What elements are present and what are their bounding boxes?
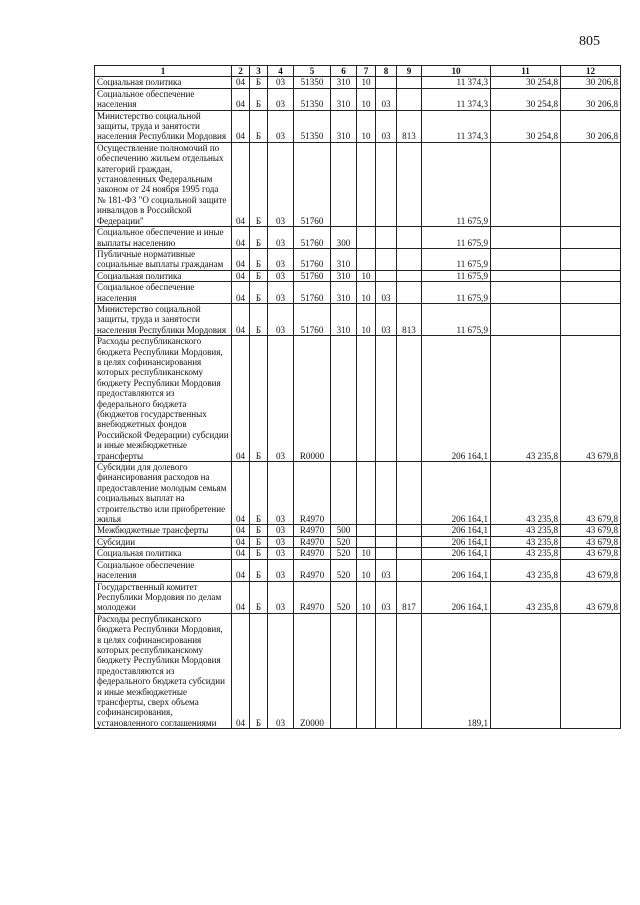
amount-col-11: 43 235,8 (491, 462, 561, 525)
amount-col-12 (561, 248, 621, 270)
section: 10 (357, 270, 376, 281)
code-3: Б (250, 88, 268, 110)
amount-col-11: 30 254,8 (491, 77, 561, 88)
code-3: Б (250, 248, 268, 270)
amount-col-12 (561, 303, 621, 335)
expense-type (331, 613, 357, 728)
code-2: 04 (232, 88, 250, 110)
target-article: R4970 (294, 581, 331, 613)
ministry-code (397, 88, 422, 110)
target-article: 51760 (294, 303, 331, 335)
code-4: 03 (268, 613, 294, 728)
table-row (95, 303, 621, 335)
code-4: 03 (268, 88, 294, 110)
ministry-code (397, 142, 422, 226)
target-article: 51760 (294, 142, 331, 226)
amount-col-10: 11 675,9 (422, 303, 491, 335)
subsection (376, 548, 397, 559)
subsection (376, 336, 397, 462)
column-header: 10 (422, 66, 491, 77)
code-3: Б (250, 270, 268, 281)
amount-col-11 (491, 303, 561, 335)
amount-col-10: 206 164,1 (422, 525, 491, 536)
code-3: Б (250, 613, 268, 728)
section (357, 248, 376, 270)
row-name: Социальное обеспечение населения (95, 88, 232, 110)
amount-col-10: 206 164,1 (422, 336, 491, 462)
code-2: 04 (232, 613, 250, 728)
amount-col-11: 43 235,8 (491, 548, 561, 559)
subsection: 03 (376, 88, 397, 110)
code-4: 03 (268, 462, 294, 525)
target-article: 51350 (294, 110, 331, 142)
expense-type: 310 (331, 303, 357, 335)
ministry-code (397, 548, 422, 559)
ministry-code (397, 525, 422, 536)
table-row (95, 613, 621, 728)
amount-col-12: 30 206,8 (561, 110, 621, 142)
code-3: Б (250, 559, 268, 581)
ministry-code (397, 336, 422, 462)
table-row (95, 559, 621, 581)
code-3: Б (250, 462, 268, 525)
amount-col-11 (491, 248, 561, 270)
amount-col-11: 43 235,8 (491, 559, 561, 581)
code-4: 03 (268, 525, 294, 536)
code-4: 03 (268, 336, 294, 462)
expense-type: 500 (331, 525, 357, 536)
page-number: 805 (579, 34, 600, 49)
column-header: 1 (95, 66, 232, 77)
subsection: 03 (376, 282, 397, 304)
subsection (376, 227, 397, 249)
subsection (376, 536, 397, 547)
target-article: R4970 (294, 548, 331, 559)
table-row (95, 110, 621, 142)
expense-type (331, 142, 357, 226)
row-name: Расходы республиканского бюджета Республики Мордовия, в целях софинансирования которых республиканскому бюджету Республики Мордовия предоставляются из федерального бюджета (бюджетов государственных внебюджетных фондов Российской Федерации) субсидии и иные межбюджетные трансферты (95, 336, 232, 462)
code-3: Б (250, 536, 268, 547)
section (357, 525, 376, 536)
expense-type: 310 (331, 248, 357, 270)
subsection (376, 248, 397, 270)
row-name: Межбюджетные трансферты (95, 525, 232, 536)
amount-col-12 (561, 142, 621, 226)
subsection: 03 (376, 581, 397, 613)
target-article: 51760 (294, 248, 331, 270)
amount-col-12: 43 679,8 (561, 536, 621, 547)
section: 10 (357, 548, 376, 559)
section: 10 (357, 559, 376, 581)
column-header: 4 (268, 66, 294, 77)
ministry-code (397, 282, 422, 304)
code-3: Б (250, 77, 268, 88)
amount-col-11: 30 254,8 (491, 88, 561, 110)
amount-col-12 (561, 613, 621, 728)
expense-type: 520 (331, 548, 357, 559)
amount-col-11: 43 235,8 (491, 336, 561, 462)
amount-col-11: 43 235,8 (491, 525, 561, 536)
subsection (376, 77, 397, 88)
expense-type (331, 336, 357, 462)
code-4: 03 (268, 536, 294, 547)
column-header: 6 (331, 66, 357, 77)
table-row (95, 548, 621, 559)
target-article: R4970 (294, 559, 331, 581)
target-article: 51760 (294, 282, 331, 304)
target-article: 51760 (294, 270, 331, 281)
amount-col-10: 11 675,9 (422, 227, 491, 249)
row-name: Социальное обеспечение населения (95, 282, 232, 304)
row-name: Расходы республиканского бюджета Республики Мордовия, в целях софинансирования которых республиканскому бюджету Республики Мордовия предоставляются из федерального бюджета субсидии и иные межбюджетные трансферты, сверх объема софинансирования, установленного соглашениями (95, 613, 232, 728)
target-article: 51350 (294, 88, 331, 110)
expense-type: 520 (331, 559, 357, 581)
table-row (95, 227, 621, 249)
column-header: 8 (376, 66, 397, 77)
amount-col-12: 30 206,8 (561, 77, 621, 88)
target-article: R4970 (294, 536, 331, 547)
subsection (376, 525, 397, 536)
code-3: Б (250, 548, 268, 559)
expense-type: 310 (331, 77, 357, 88)
amount-col-11: 43 235,8 (491, 581, 561, 613)
amount-col-12: 43 679,8 (561, 548, 621, 559)
section (357, 536, 376, 547)
budget-table (94, 65, 621, 729)
expense-type: 310 (331, 270, 357, 281)
amount-col-10: 11 675,9 (422, 248, 491, 270)
amount-col-12: 43 679,8 (561, 559, 621, 581)
table-row (95, 336, 621, 462)
table-row (95, 77, 621, 88)
ministry-code (397, 248, 422, 270)
column-header: 9 (397, 66, 422, 77)
code-2: 04 (232, 559, 250, 581)
expense-type: 520 (331, 536, 357, 547)
table-row (95, 142, 621, 226)
code-3: Б (250, 581, 268, 613)
amount-col-10: 11 675,9 (422, 282, 491, 304)
subsection: 03 (376, 303, 397, 335)
expense-type (331, 462, 357, 525)
row-name: Субсидии для долевого финансирования расходов на предоставление молодым семьям социальных выплат на строительство или приобретение жилья (95, 462, 232, 525)
section (357, 613, 376, 728)
column-header: 3 (250, 66, 268, 77)
code-4: 03 (268, 248, 294, 270)
row-name: Социальное обеспечение населения (95, 559, 232, 581)
amount-col-12: 43 679,8 (561, 336, 621, 462)
target-article: Z0000 (294, 613, 331, 728)
column-header: 2 (232, 66, 250, 77)
amount-col-11: 30 254,8 (491, 110, 561, 142)
code-4: 03 (268, 110, 294, 142)
ministry-code (397, 270, 422, 281)
amount-col-11 (491, 270, 561, 281)
code-2: 04 (232, 303, 250, 335)
amount-col-12: 43 679,8 (561, 462, 621, 525)
code-4: 03 (268, 142, 294, 226)
code-4: 03 (268, 303, 294, 335)
code-4: 03 (268, 282, 294, 304)
code-4: 03 (268, 581, 294, 613)
row-name: Социальное обеспечение и иные выплаты населению (95, 227, 232, 249)
code-2: 04 (232, 282, 250, 304)
column-header: 11 (491, 66, 561, 77)
code-3: Б (250, 142, 268, 226)
ministry-code (397, 613, 422, 728)
amount-col-10: 206 164,1 (422, 559, 491, 581)
section: 10 (357, 282, 376, 304)
row-name: Социальная политика (95, 548, 232, 559)
target-article: 51760 (294, 227, 331, 249)
ministry-code (397, 462, 422, 525)
code-2: 04 (232, 270, 250, 281)
section: 10 (357, 110, 376, 142)
code-4: 03 (268, 559, 294, 581)
ministry-code: 813 (397, 110, 422, 142)
ministry-code (397, 536, 422, 547)
row-name: Министерство социальной защиты, труда и занятости населения Республики Мордовия (95, 303, 232, 335)
expense-type: 520 (331, 581, 357, 613)
table-row (95, 270, 621, 281)
amount-col-12: 30 206,8 (561, 88, 621, 110)
target-article: 51350 (294, 77, 331, 88)
amount-col-10: 11 374,3 (422, 88, 491, 110)
amount-col-10: 11 374,3 (422, 110, 491, 142)
amount-col-10: 206 164,1 (422, 462, 491, 525)
header-row (95, 66, 621, 77)
table-row (95, 282, 621, 304)
column-header: 7 (357, 66, 376, 77)
row-name: Государственный комитет Республики Мордовия по делам молодежи (95, 581, 232, 613)
target-article: R4970 (294, 525, 331, 536)
code-2: 04 (232, 581, 250, 613)
table-row (95, 536, 621, 547)
code-3: Б (250, 227, 268, 249)
code-2: 04 (232, 77, 250, 88)
section: 10 (357, 88, 376, 110)
target-article: R0000 (294, 336, 331, 462)
amount-col-10: 189,1 (422, 613, 491, 728)
row-name: Осуществление полномочий по обеспечению жильем отдельных категорий граждан, установленных Федеральным законом от 24 ноября 1995 года № 181-ФЗ "О социальной защите инвалидов в Российской Федерации" (95, 142, 232, 226)
expense-type: 310 (331, 88, 357, 110)
subsection (376, 270, 397, 281)
code-2: 04 (232, 336, 250, 462)
amount-col-12 (561, 227, 621, 249)
amount-col-12 (561, 270, 621, 281)
code-3: Б (250, 282, 268, 304)
code-4: 03 (268, 77, 294, 88)
amount-col-10: 11 374,3 (422, 77, 491, 88)
ministry-code: 817 (397, 581, 422, 613)
amount-col-11 (491, 142, 561, 226)
code-3: Б (250, 525, 268, 536)
amount-col-10: 11 675,9 (422, 270, 491, 281)
code-3: Б (250, 110, 268, 142)
column-header: 5 (294, 66, 331, 77)
table-row (95, 581, 621, 613)
target-article: R4970 (294, 462, 331, 525)
amount-col-11: 43 235,8 (491, 536, 561, 547)
subsection (376, 462, 397, 525)
row-name: Министерство социальной защиты, труда и занятости населения Республики Мордовия (95, 110, 232, 142)
section: 10 (357, 77, 376, 88)
code-2: 04 (232, 248, 250, 270)
amount-col-10: 206 164,1 (422, 536, 491, 547)
section (357, 336, 376, 462)
code-2: 04 (232, 227, 250, 249)
column-header: 12 (561, 66, 621, 77)
section (357, 462, 376, 525)
row-name: Социальная политика (95, 270, 232, 281)
amount-col-10: 11 675,9 (422, 142, 491, 226)
table-row (95, 462, 621, 525)
code-2: 04 (232, 548, 250, 559)
code-4: 03 (268, 227, 294, 249)
code-2: 04 (232, 462, 250, 525)
row-name: Социальная политика (95, 77, 232, 88)
code-3: Б (250, 303, 268, 335)
table-row (95, 525, 621, 536)
section (357, 142, 376, 226)
section (357, 227, 376, 249)
code-3: Б (250, 336, 268, 462)
amount-col-12: 43 679,8 (561, 525, 621, 536)
subsection: 03 (376, 559, 397, 581)
code-2: 04 (232, 110, 250, 142)
amount-col-11 (491, 613, 561, 728)
table-row (95, 88, 621, 110)
amount-col-11 (491, 282, 561, 304)
section: 10 (357, 581, 376, 613)
amount-col-12: 43 679,8 (561, 581, 621, 613)
expense-type: 300 (331, 227, 357, 249)
ministry-code (397, 227, 422, 249)
expense-type: 310 (331, 282, 357, 304)
amount-col-10: 206 164,1 (422, 581, 491, 613)
code-4: 03 (268, 548, 294, 559)
row-name: Публичные нормативные социальные выплаты гражданам (95, 248, 232, 270)
subsection (376, 142, 397, 226)
code-2: 04 (232, 536, 250, 547)
subsection: 03 (376, 110, 397, 142)
code-4: 03 (268, 270, 294, 281)
code-2: 04 (232, 142, 250, 226)
subsection (376, 613, 397, 728)
ministry-code (397, 559, 422, 581)
amount-col-10: 206 164,1 (422, 548, 491, 559)
code-2: 04 (232, 525, 250, 536)
ministry-code: 813 (397, 303, 422, 335)
ministry-code (397, 77, 422, 88)
amount-col-11 (491, 227, 561, 249)
section: 10 (357, 303, 376, 335)
expense-type: 310 (331, 110, 357, 142)
table-row (95, 248, 621, 270)
row-name: Субсидии (95, 536, 232, 547)
amount-col-12 (561, 282, 621, 304)
